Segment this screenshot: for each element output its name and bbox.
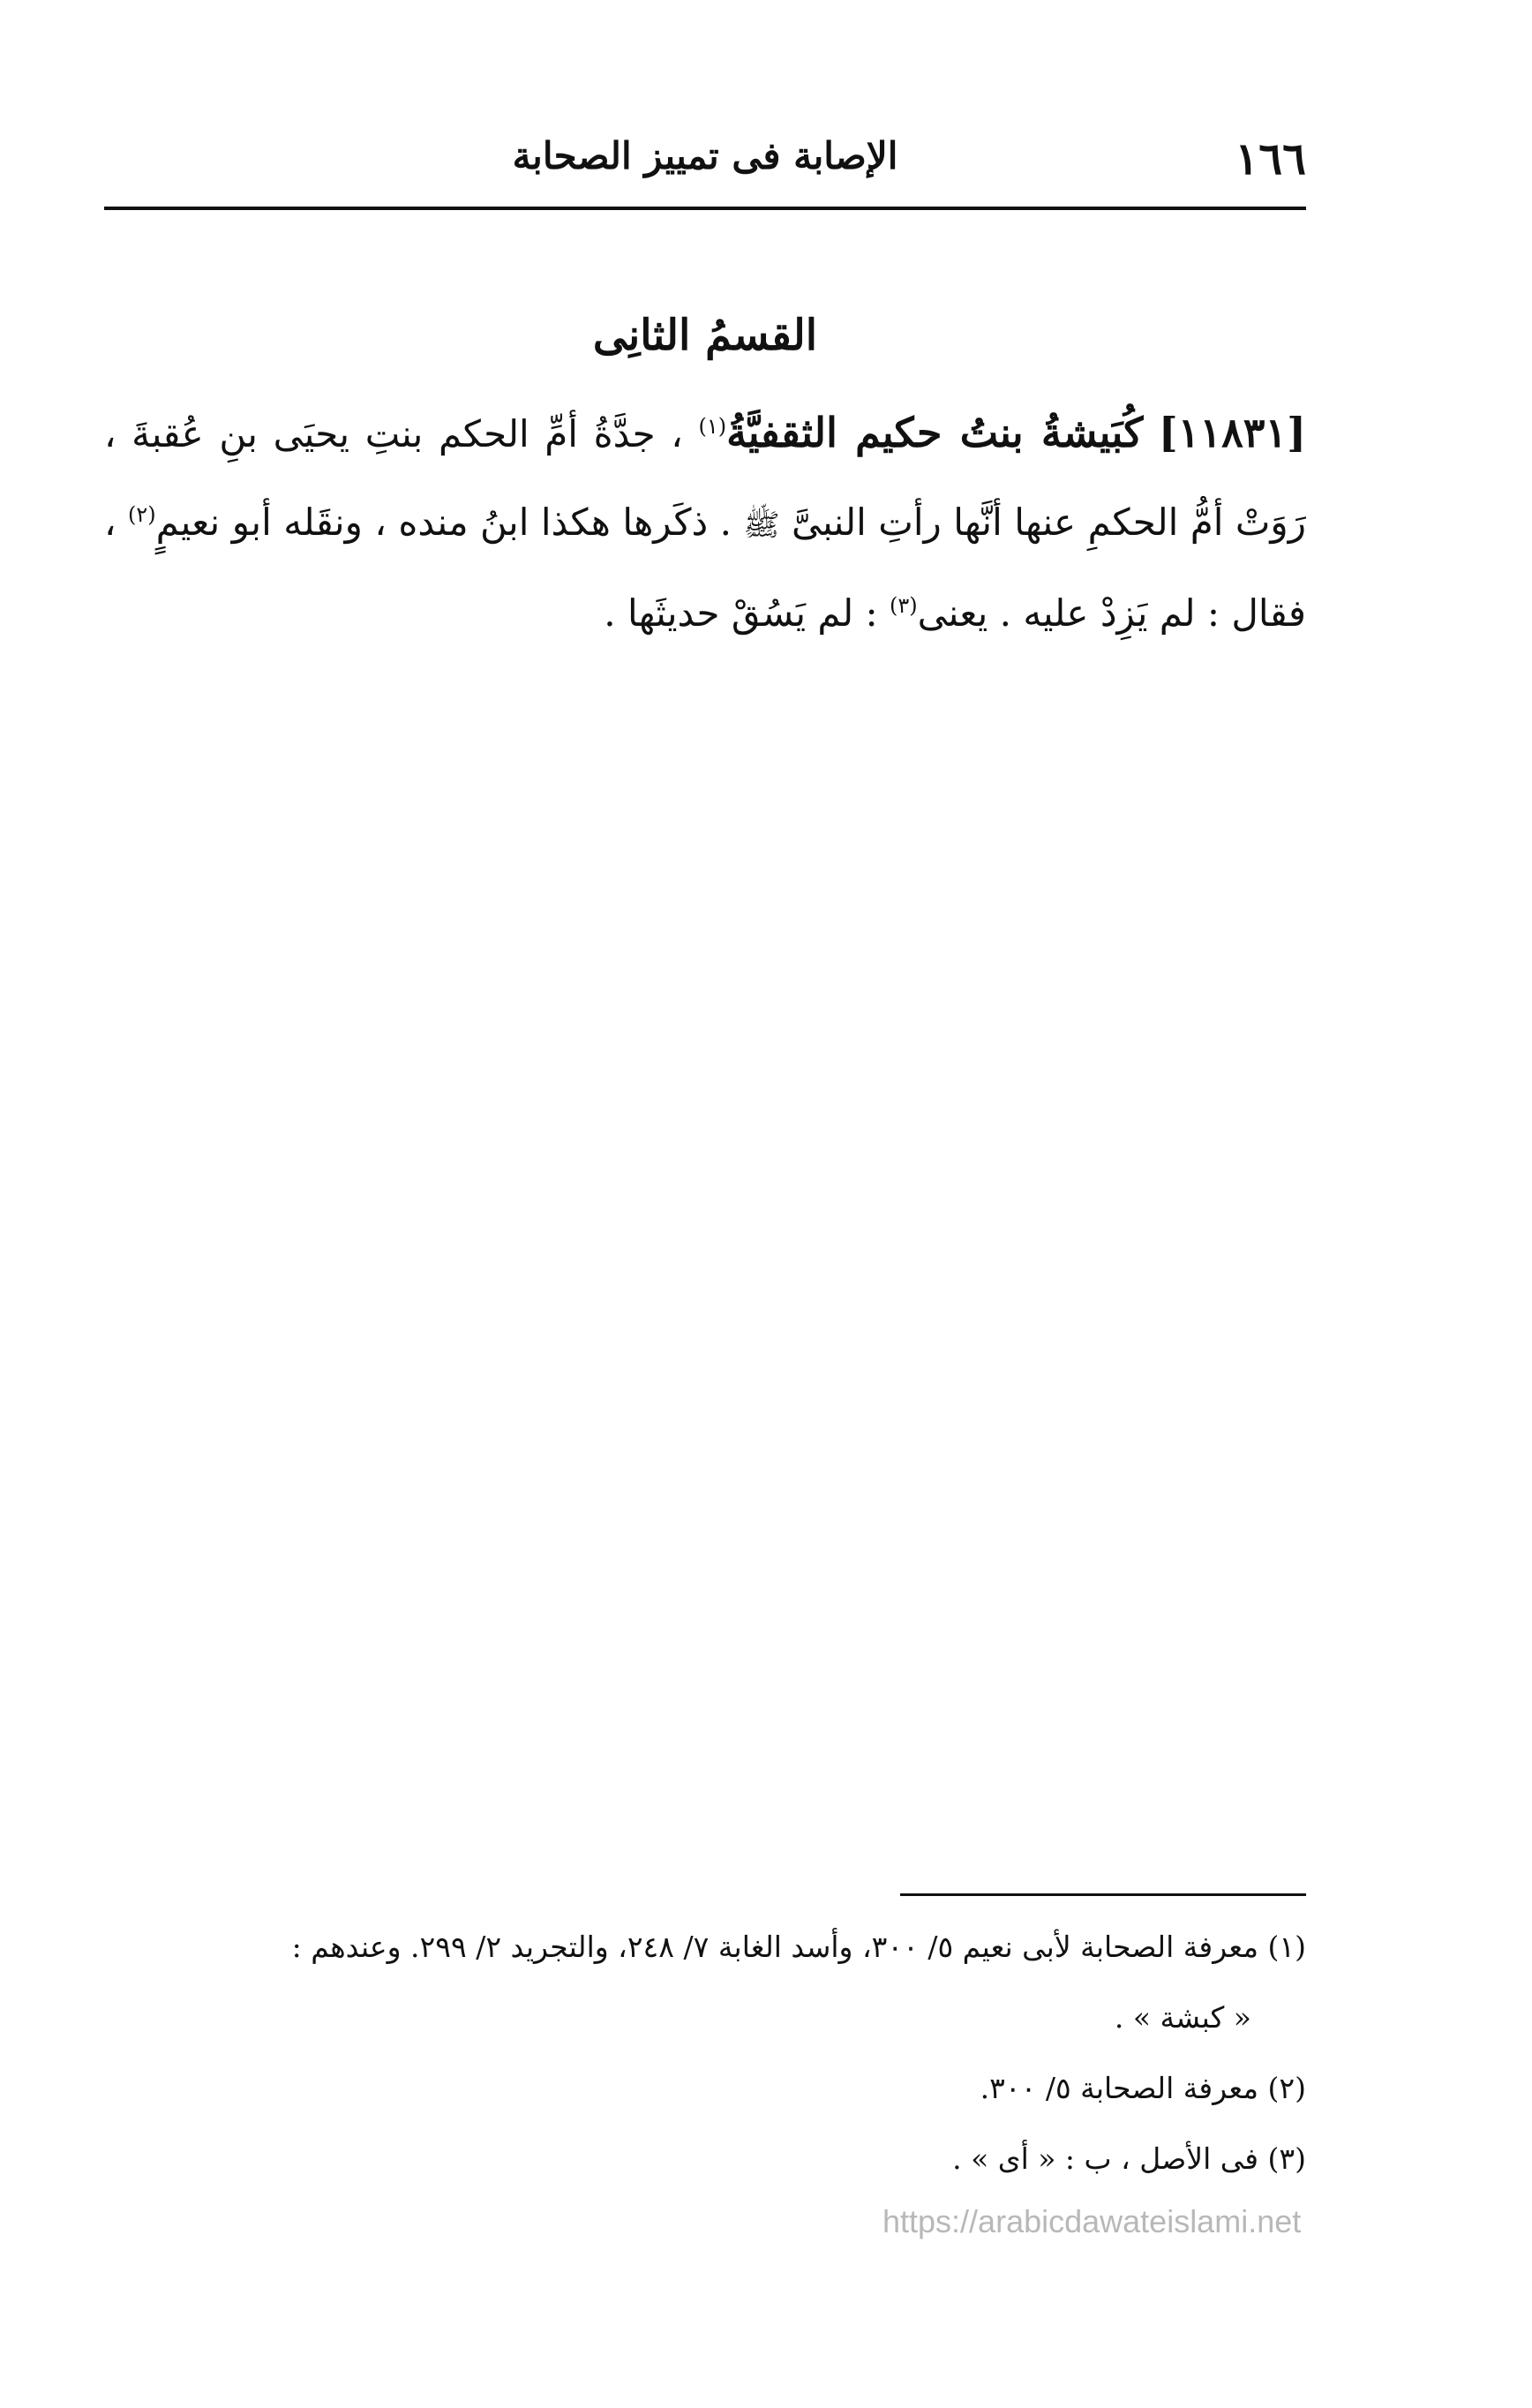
footnote-2: (٢) معرفة الصحابة ٥/ ٣٠٠. bbox=[980, 2071, 1306, 2105]
footnote-1: (١) معرفة الصحابة لأبى نعيم ٥/ ٣٠٠، وأسد الغابة ٧/ ٢٤٨، والتجريد ٢/ ٢٩٩. وعندهم : bbox=[291, 1930, 1306, 1964]
entry-text-part-1: ، جدَّةُ أمِّ الحكم بنتِ يحيَى بنِ عُقبةَ ، رَوَتْ أمُّ الحكمِ عنها أنَّها رأتِ النبىَّ bbox=[104, 412, 1306, 544]
footnote-ref-3: (٣) bbox=[890, 593, 918, 618]
footnote-3: (٣) فى الأصل ، ب : « أى » . bbox=[952, 2141, 1306, 2176]
watermark: https://arabicdawateislami.net bbox=[882, 2203, 1302, 2239]
page-number: ١٦٦ bbox=[1235, 132, 1306, 184]
footnote-1-continuation: « كبشة » . bbox=[1114, 2000, 1251, 2035]
entry-text-part-2: . ذكَرها هكذا ابنُ منده ، ونقَله أبو نعيمٍ bbox=[155, 500, 732, 544]
running-title: الإصابة فى تمييز الصحابة bbox=[512, 134, 898, 177]
entry-text-part-4: : لم يَسُقْ حديثَها . bbox=[604, 591, 878, 635]
entry-number: [١١٨٣١] bbox=[1158, 409, 1306, 456]
footnote-ref-1: (١) bbox=[698, 414, 727, 439]
entry-name: كُبَيشةُ بنتُ حكيم الثقفيَّةُ bbox=[726, 409, 1144, 456]
footnote-rule bbox=[900, 1893, 1306, 1896]
running-header bbox=[104, 113, 1306, 192]
header-rule bbox=[104, 207, 1306, 210]
footnotes bbox=[104, 1912, 1306, 2194]
biography-entry bbox=[104, 388, 1306, 658]
section-heading: القسمُ الثانِى bbox=[592, 311, 818, 360]
footnote-ref-2: (٢) bbox=[128, 502, 156, 527]
entry-text-part-3: ، فقال : لم يَزِدْ عليه . يعنى bbox=[104, 500, 1306, 635]
salutation-glyph: ﷺ bbox=[743, 508, 780, 543]
